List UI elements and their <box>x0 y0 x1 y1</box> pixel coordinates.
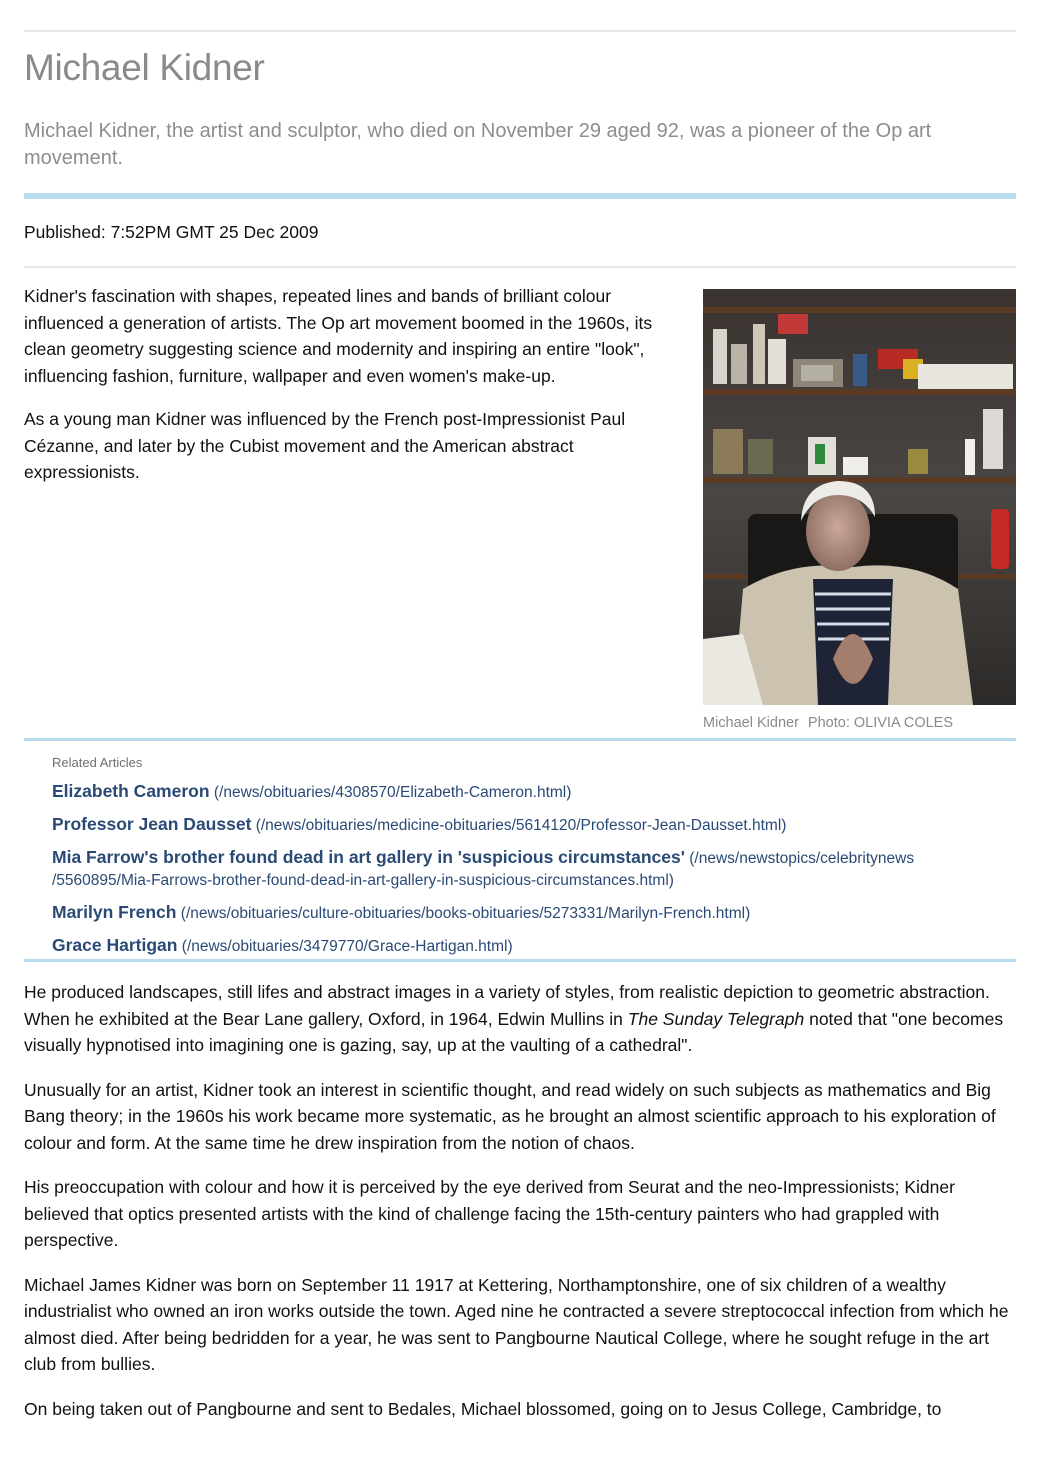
paragraph: As a young man Kidner was influenced by the French post-Impressionist Paul Cézanne, and later by the Cubist movement and the American abstract expressionists. <box>24 409 626 482</box>
published-date: Published: 7:52PM GMT 25 Dec 2009 <box>24 222 319 242</box>
related-article-url: (/news/obituaries/3479770/Grace-Hartigan.html) <box>181 938 513 955</box>
caption-subject: Michael Kidner <box>703 715 799 731</box>
related-article-title-link[interactable]: Grace Hartigan <box>52 935 178 955</box>
related-article-title-link[interactable]: Mia Farrow's brother found dead in art gallery in 'suspicious circumstances' <box>52 847 685 867</box>
related-article-url: (/news/obituaries/culture-obituaries/books-obituaries/5273331/Marilyn-French.html) <box>180 905 751 922</box>
portrait-photo <box>703 289 1016 705</box>
paragraph: Michael James Kidner was born on September 11 1917 at Kettering, Northamptonshire, one of six children of a wealthy industrialist who owned an iron works outside the town. Aged nine he contracted a severe streptococcal infection from which he almost died. After being bedridden for a year, he was sent to Pangbourne Nautical College, where he sought refuge in the art club from bullies. <box>24 1274 1009 1374</box>
article-body <box>24 979 1016 1422</box>
paragraph-text: noted that "one becomes visually hypnotised into imagining one is gazing, say, up at the vaulting of a cathedral". <box>24 1008 1004 1055</box>
paragraph: His preoccupation with colour and how it is perceived by the eye derived from Seurat and the neo-Impressionists; Kidner believed that optics presented artists with the kind of challenge facing the 15th-century painters who had grappled with perspective. <box>24 1177 955 1250</box>
related-article-item[interactable] <box>52 934 1012 958</box>
top-divider <box>24 30 1016 32</box>
article-photo-figure <box>703 289 1016 731</box>
paragraph: On being taken out of Pangbourne and sent to Bedales, Michael blossomed, going on to Jesus College, Cambridge, to <box>24 1398 942 1419</box>
related-article-url: (/news/newstopics/celebritynews /5560895/Mia-Farrows-brother-found-dead-in-art-gallery-in-suspicious-circumstances.html) <box>52 850 915 889</box>
intro-text <box>24 283 684 486</box>
caption-credit: Photo: OLIVIA COLES <box>807 715 953 731</box>
publication-name: The Sunday Telegraph <box>627 1008 805 1029</box>
related-bottom-divider <box>24 959 1016 962</box>
header-accent-divider <box>24 193 1016 199</box>
related-article-title-link[interactable]: Marilyn French <box>52 902 177 922</box>
related-article-title-link[interactable]: Elizabeth Cameron <box>52 781 210 801</box>
related-article-item[interactable] <box>52 901 1012 925</box>
related-articles <box>52 755 1012 967</box>
related-article-item[interactable] <box>52 846 992 892</box>
photo-caption <box>703 715 1016 731</box>
article-title: Michael Kidner <box>24 47 265 88</box>
related-article-url: (/news/obituaries/medicine-obituaries/5614120/Professor-Jean-Dausset.html) <box>255 817 787 834</box>
related-article-item[interactable] <box>52 813 1012 837</box>
article-standfirst: Michael Kidner, the artist and sculptor, who died on November 29 aged 92, was a pioneer of the Op art movement. <box>24 120 932 169</box>
related-article-item[interactable] <box>52 780 1012 804</box>
related-article-url: (/news/obituaries/4308570/Elizabeth-Cameron.html) <box>213 784 572 801</box>
paragraph <box>24 979 1016 1059</box>
related-top-divider <box>24 738 1016 741</box>
paragraph: Kidner's fascination with shapes, repeated lines and bands of brilliant colour influenced a generation of artists. The Op art movement boomed in the 1960s, its clean geometry suggesting science and modernity and inspiring an entire "look", influencing fashion, furniture, wallpaper and even women's make-up. <box>24 286 653 386</box>
related-articles-list <box>52 780 1012 958</box>
paragraph: Unusually for an artist, Kidner took an interest in scientific thought, and read widely on such subjects as mathematics and Big Bang theory; in the 1960s his work became more systematic, as he brought an almost scientific approach to his exploration of colour and form. At the same time he drew inspiration from the notion of chaos. <box>24 1079 996 1153</box>
related-articles-heading: Related Articles <box>52 755 143 770</box>
published-divider <box>24 266 1016 268</box>
related-article-title-link[interactable]: Professor Jean Dausset <box>52 814 252 834</box>
paragraph-text: He produced landscapes, still lifes and abstract images in a variety of styles, from realistic depiction to geometric abstraction. When he exhibited at the Bear Lane gallery, Oxford, in 1964, Edwin Mullins in <box>24 982 990 1029</box>
